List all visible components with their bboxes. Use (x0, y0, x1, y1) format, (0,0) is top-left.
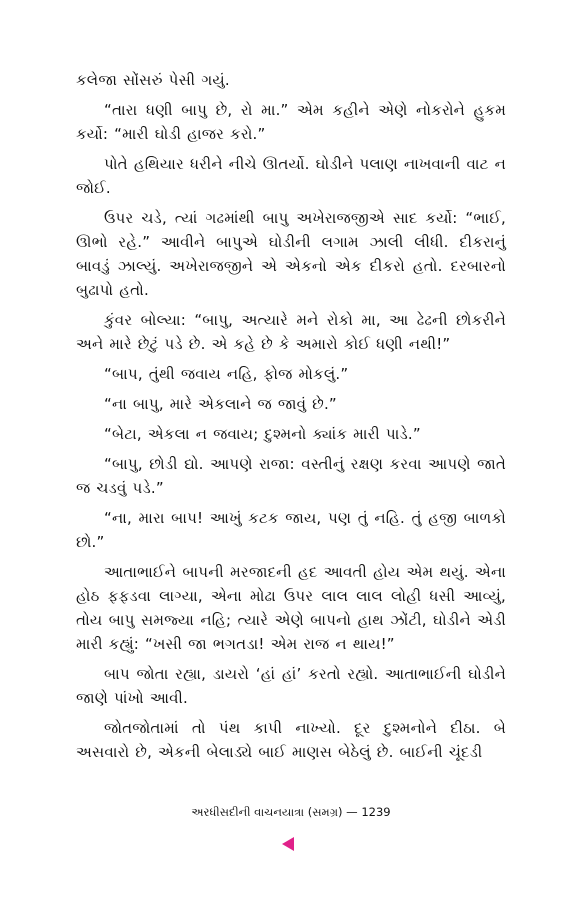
page-footer-running-title: અરધીસદીની વાચનયાત્રા (સમગ્ર) — 1239 (191, 805, 391, 819)
paragraph-2: “તારા ધણી બાપુ છે, રો મા.” એમ કહીને એણે નોકરોને હુકમ કર્યો: “મારી ઘોડી હાજર કરો.” (76, 101, 506, 143)
paragraph-13: જોતજોતામાં તો પંથ કાપી નાખ્યો. દૂર દુશ્મનોને દીઠા. બે અસવારો છે, એકની બેલાડ્યે બાઈ માણસ બેઠેલું છે. બાઈની ચૂંદડી (76, 719, 506, 761)
paragraph-11: આતાભાઈને બાપની મરજાદની હદ આવતી હોય એમ થયું. એના હોઠ ફફડવા લાગ્યા, એના મોઢા ઉપર લાલ લાલ લોહી ધસી આવ્યું, તોય બાપુ સમજ્યા નહિ; ત્યારે એણે બાપનો હાથ ઝોંટી, ઘોડીને એડી મારી કહ્યું: “ખસી જા ભગતડા! એમ રાજ ન થાય!” (76, 563, 506, 653)
paragraph-8: “બેટા, એકલા ન જવાય; દુશ્મનો ક્યાંક મારી પાડે.” (104, 425, 421, 443)
paragraph-12: બાપ જોતા રહ્યા, ડાયરો ‘હાં હાં’ કરતો રહ્યો. આતાભાઈની ઘોડીને જાણે પાંખો આવી. (76, 665, 506, 707)
paragraph-7: “ના બાપુ, મારે એકલાને જ જાવું છે.” (104, 395, 337, 413)
paragraph-5: કુંવર બોલ્યા: “બાપુ, અત્યારે મને રોકો મા, આ ઢેઢની છોકરીને અને મારે છેટું પડે છે. એ કહે છે કે અમારો કોઈ ધણી નથી!” (76, 311, 506, 353)
paragraph-4: ઉપર ચડે, ત્યાં ગઢમાંથી બાપુ અખેરાજજીએ સાદ કર્યો: “ભાઈ, ઊભો રહે.” આવીને બાપુએ ઘોડીની લગામ ઝાલી લીધી. દીકરાનું બાવડું ઝાલ્યું. અખેરાજજીને એ એકનો એક દીકરો હતો. દરબારનો બુઢાપો હતો. (76, 209, 506, 299)
paragraph-3: પોતે હથિયાર ધરીને નીચે ઊતર્યો. ઘોડીને પલાણ નાખવાની વાટ ન જોઈ. (76, 155, 506, 197)
left-triangle-icon[interactable] (282, 837, 294, 851)
paragraph-10: “ના, મારા બાપ! આખું કટક જાય, પણ તું નહિ. તું હજી બાળકો છો.” (76, 509, 506, 551)
paragraph-1: કલેજા સોંસરું પેસી ગયું. (76, 71, 230, 89)
paragraph-6: “બાપ, તુંથી જવાય નહિ, ફોજ મોકલું.” (104, 365, 349, 383)
paragraph-9: “બાપુ, છોડી દ્યો. આપણે રાજા: વસ્તીનું રક્ષણ કરવા આપણે જાતે જ ચડવું પડે.” (76, 455, 506, 497)
page-text (76, 68, 506, 770)
